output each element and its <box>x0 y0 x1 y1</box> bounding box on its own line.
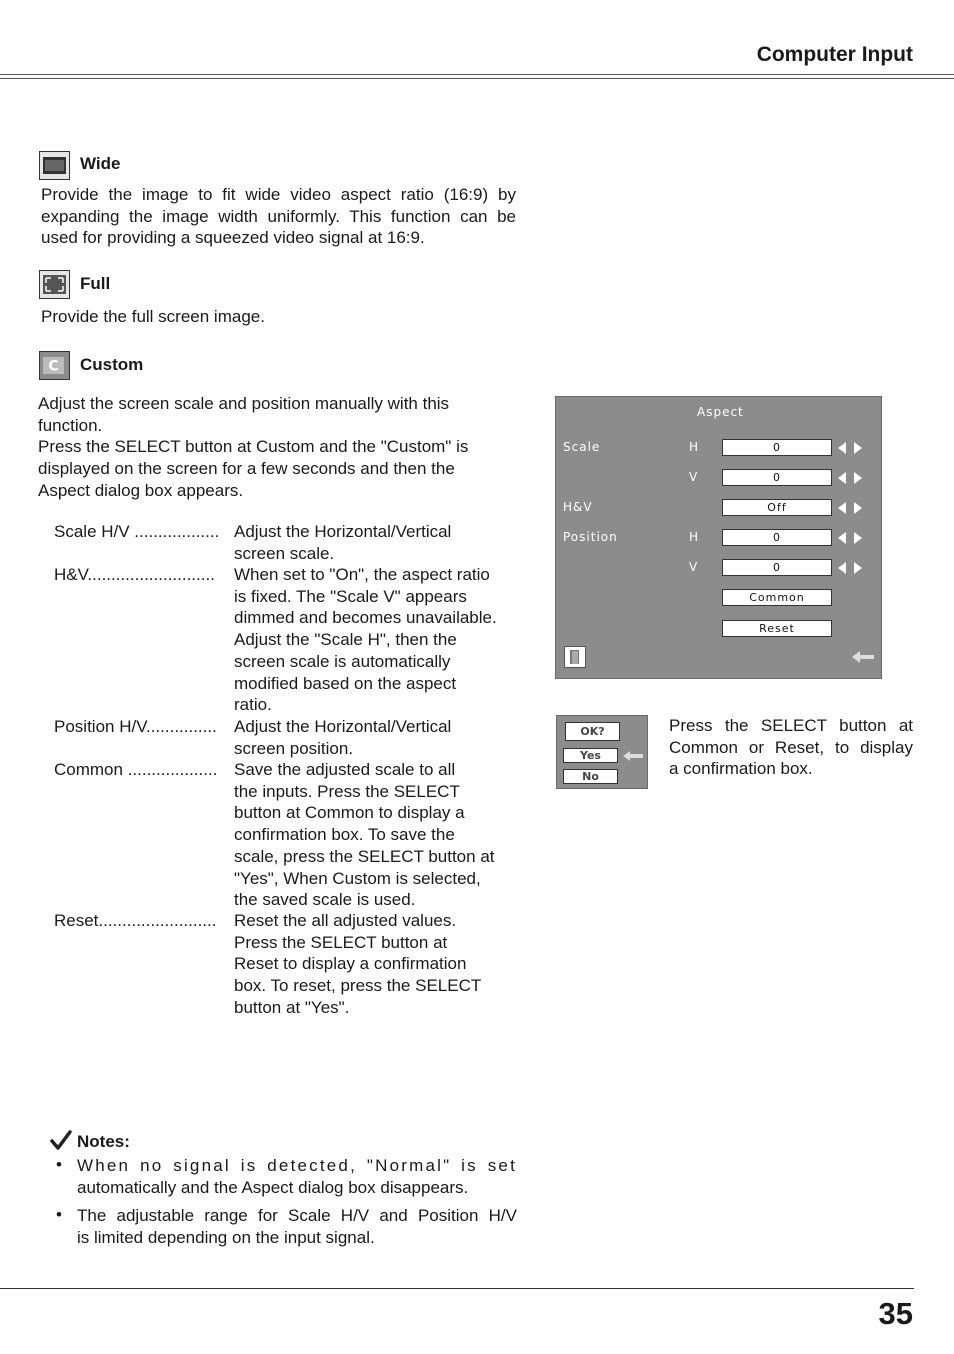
caption-line: Press the SELECT button at <box>669 716 913 735</box>
note-line: The adjustable range for Scale H/V and Position H/V <box>77 1206 517 1225</box>
def-line: screen scale. <box>234 543 335 563</box>
def-term-reset: Reset......................... <box>54 911 217 930</box>
wide-line-2: expanding the image width uniformly. This function can be <box>41 206 516 226</box>
note-line: automatically and the Aspect dialog box disappears. <box>77 1177 469 1197</box>
def-line: button at "Yes". <box>234 997 350 1017</box>
position-v-value[interactable]: 0 <box>722 559 832 576</box>
caption-line: Common or Reset, to display <box>669 737 913 757</box>
def-line: confirmation box. To save the <box>234 825 455 845</box>
hv-arrows-icon[interactable] <box>838 501 862 515</box>
hv-value[interactable]: Off <box>722 499 832 516</box>
custom-description <box>38 393 518 502</box>
full-title: Full <box>80 274 111 293</box>
position-h-axis: H <box>689 530 700 544</box>
position-h-value[interactable]: 0 <box>722 529 832 546</box>
def-line: button at Common to display a <box>234 803 465 823</box>
checkmark-icon <box>50 1129 72 1151</box>
common-button[interactable]: Common <box>722 589 832 606</box>
def-term-position: Position H/V............... <box>54 717 217 736</box>
def-desc-position <box>234 716 519 759</box>
def-term-common: Common ................... <box>54 760 218 779</box>
def-line: When set to "On", the aspect ratio <box>234 565 490 584</box>
confirm-no-button[interactable]: No <box>563 769 618 784</box>
scale-v-arrows-icon[interactable] <box>838 471 862 485</box>
hv-label: H&V <box>563 500 593 514</box>
wide-title: Wide <box>80 154 121 173</box>
confirm-ok-prompt: OK? <box>565 722 620 741</box>
note-item-2 <box>77 1205 517 1248</box>
aspect-dialog-title: Aspect <box>697 405 744 419</box>
reset-button[interactable]: Reset <box>722 620 832 637</box>
def-line: screen position. <box>234 738 354 758</box>
footer-rule <box>0 1288 914 1289</box>
def-line: is fixed. The "Scale V" appears <box>234 586 467 606</box>
def-desc-common <box>234 759 519 911</box>
custom-title: Custom <box>80 355 144 374</box>
position-label: Position <box>563 530 618 544</box>
def-line: scale, press the SELECT button at <box>234 846 495 866</box>
custom-line-3: Press the SELECT button at Custom and the "Custom" is <box>38 437 469 457</box>
scale-label: Scale <box>563 440 601 454</box>
header-rule <box>0 74 954 75</box>
bullet-icon: • <box>56 1205 62 1224</box>
def-line: dimmed and becomes unavailable. <box>234 608 497 628</box>
caption-line: a confirmation box. <box>669 759 813 779</box>
def-line: the saved scale is used. <box>234 890 416 910</box>
full-screen-icon <box>39 270 70 299</box>
note-line: When no signal is detected, "Normal" is set <box>77 1156 517 1175</box>
def-line: the inputs. Press the SELECT <box>234 781 460 801</box>
def-term-hv: H&V........................... <box>54 565 215 584</box>
def-line: ratio. <box>234 695 272 715</box>
def-line: Save the adjusted scale to all <box>234 760 456 779</box>
confirm-yes-button[interactable]: Yes <box>563 748 618 763</box>
def-line: box. To reset, press the SELECT <box>234 976 482 996</box>
scale-h-value[interactable]: 0 <box>722 439 832 456</box>
def-desc-scale <box>234 521 519 564</box>
def-line: Reset to display a confirmation <box>234 954 467 974</box>
back-arrow-icon[interactable] <box>852 650 876 664</box>
custom-c-icon <box>39 351 70 380</box>
confirm-caption <box>669 715 913 780</box>
def-line: "Yes", When Custom is selected, <box>234 868 481 888</box>
header-rule-2 <box>0 78 954 79</box>
wide-line-3: used for providing a squeezed video signal at 16:9. <box>41 228 425 248</box>
custom-line-5: Aspect dialog box appears. <box>38 480 244 500</box>
def-line: screen scale is automatically <box>234 651 451 671</box>
def-term-scale: Scale H/V .................. <box>54 522 220 541</box>
note-item-1 <box>77 1155 517 1198</box>
wide-screen-icon <box>39 151 70 180</box>
bullet-icon: • <box>56 1155 62 1174</box>
full-description: Provide the full screen image. <box>41 307 265 326</box>
def-line: Adjust the Horizontal/Vertical <box>234 717 452 736</box>
custom-line-1: Adjust the screen scale and position manually with this <box>38 394 450 413</box>
scale-v-axis: V <box>689 470 699 484</box>
def-desc-hv <box>234 564 519 716</box>
notes-title: Notes: <box>77 1132 130 1151</box>
page-number: 35 <box>878 1296 913 1331</box>
def-line: Press the SELECT button at <box>234 932 448 952</box>
def-line: Adjust the "Scale H", then the <box>234 630 457 650</box>
def-desc-reset <box>234 910 519 1019</box>
custom-line-2: function. <box>38 415 103 435</box>
wide-description <box>41 184 516 249</box>
svg-text:C: C <box>48 358 59 375</box>
position-v-axis: V <box>689 560 699 574</box>
def-line: Reset the all adjusted values. <box>234 911 457 930</box>
wide-line-1: Provide the image to fit wide video aspect ratio (16:9) by <box>41 185 516 204</box>
def-line: modified based on the aspect <box>234 673 457 693</box>
position-v-arrows-icon[interactable] <box>838 561 862 575</box>
position-h-arrows-icon[interactable] <box>838 531 862 545</box>
page-header-title: Computer Input <box>756 43 913 66</box>
note-line: is limited depending on the input signal. <box>77 1227 375 1247</box>
scale-h-arrows-icon[interactable] <box>838 441 862 455</box>
scale-v-value[interactable]: 0 <box>722 469 832 486</box>
pointer-arrow-icon <box>623 749 645 761</box>
def-line: Adjust the Horizontal/Vertical <box>234 522 452 541</box>
custom-line-4: displayed on the screen for a few seconds and then the <box>38 459 455 479</box>
scale-h-axis: H <box>689 440 700 454</box>
exit-door-icon[interactable] <box>564 646 586 668</box>
